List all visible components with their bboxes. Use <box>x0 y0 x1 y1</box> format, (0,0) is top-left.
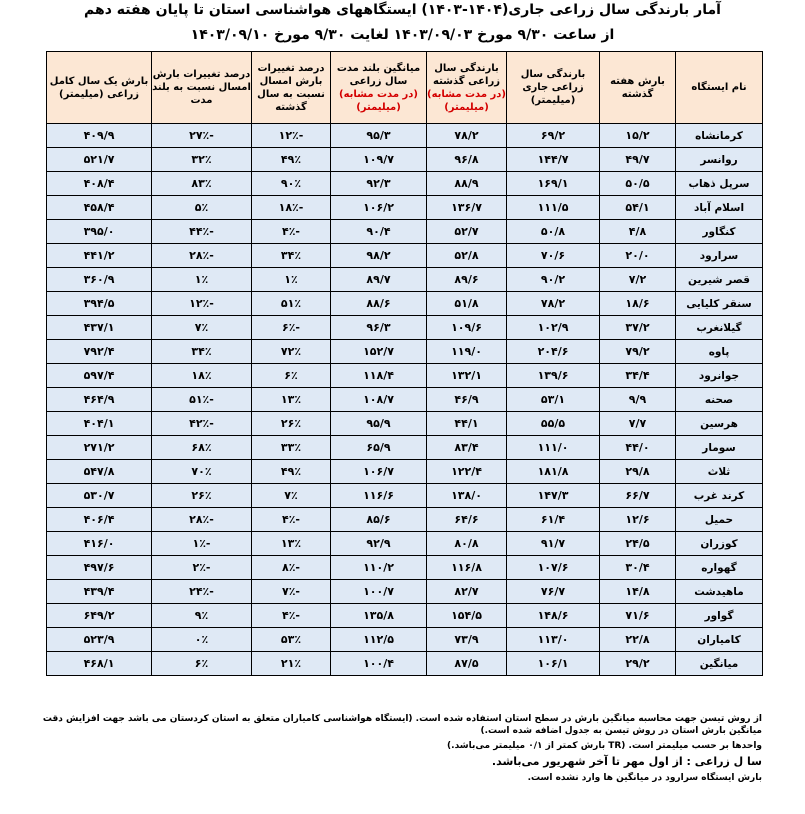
table-row <box>47 388 763 412</box>
value-cell: ۲۹/۸ <box>600 460 676 484</box>
footnotes <box>10 713 762 787</box>
table-row <box>47 556 763 580</box>
table-row <box>47 580 763 604</box>
value-cell: ۵۵/۵ <box>507 412 600 436</box>
value-cell: ۹۲/۳ <box>331 172 427 196</box>
station-name-cell: سنقر کلیایی <box>676 292 763 316</box>
header-change-last-year: درصد تغییرات بارش امسال نسبت به سال گذشته <box>252 52 331 124</box>
value-cell: -۶٪ <box>252 316 331 340</box>
value-cell: ۴۶/۹ <box>427 388 507 412</box>
station-name-cell: میانگین <box>676 652 763 676</box>
value-cell: ۱۳۹/۶ <box>507 364 600 388</box>
value-cell: -۱۸٪ <box>252 196 331 220</box>
value-cell: -۸٪ <box>252 556 331 580</box>
value-cell: ۵۹۷/۴ <box>47 364 152 388</box>
value-cell: ۵۳/۱ <box>507 388 600 412</box>
station-name-cell: کامیاران <box>676 628 763 652</box>
station-name-cell: پاوه <box>676 340 763 364</box>
footnote-crop-year: سا ل زراعی : از اول مهر تا آخر شهریور می‌باشد. <box>491 755 762 768</box>
value-cell: ۹۶/۸ <box>427 148 507 172</box>
table-row <box>47 628 763 652</box>
value-cell: ۸۸/۹ <box>427 172 507 196</box>
value-cell: ۴۰۶/۴ <box>47 508 152 532</box>
value-cell: -۲۴٪ <box>152 580 252 604</box>
value-cell: ۱۳۸/۰ <box>427 484 507 508</box>
value-cell: ۷۱/۶ <box>600 604 676 628</box>
value-cell: ۸۳٪ <box>152 172 252 196</box>
value-cell: ۴۹٪ <box>252 460 331 484</box>
table-row <box>47 196 763 220</box>
value-cell: ۲۷۱/۲ <box>47 436 152 460</box>
value-cell: ۸۹/۶ <box>427 268 507 292</box>
value-cell: ۶۵/۹ <box>331 436 427 460</box>
value-cell: ۱۵/۲ <box>600 124 676 148</box>
value-cell: ۱۶۹/۱ <box>507 172 600 196</box>
value-cell: -۱۲٪ <box>252 124 331 148</box>
value-cell: ۵۲/۸ <box>427 244 507 268</box>
value-cell: -۴۲٪ <box>152 412 252 436</box>
value-cell: ۱۰۲/۹ <box>507 316 600 340</box>
value-cell: ۲۰۴/۶ <box>507 340 600 364</box>
value-cell: ۶۶/۷ <box>600 484 676 508</box>
header-long-term-unit: (میلیمتر) <box>356 101 401 113</box>
table-row <box>47 316 763 340</box>
value-cell: ۱۰۶/۱ <box>507 652 600 676</box>
station-name-cell: کرند غرب <box>676 484 763 508</box>
table-body <box>47 124 763 676</box>
value-cell: ۲۶٪ <box>252 412 331 436</box>
value-cell: ۴۴/۰ <box>600 436 676 460</box>
value-cell: ۲۰/۰ <box>600 244 676 268</box>
header-row <box>47 52 763 124</box>
value-cell: ۱۰۰/۷ <box>331 580 427 604</box>
value-cell: -۲۸٪ <box>152 244 252 268</box>
value-cell: ۳۴/۴ <box>600 364 676 388</box>
value-cell: ۱٪ <box>252 268 331 292</box>
value-cell: ۴۴/۱ <box>427 412 507 436</box>
value-cell: ۳۲٪ <box>152 148 252 172</box>
value-cell: ۷۹۲/۴ <box>47 340 152 364</box>
header-long-term-period: (در مدت مشابه) <box>339 88 418 100</box>
value-cell: ۱۱۶/۸ <box>427 556 507 580</box>
table-row <box>47 460 763 484</box>
value-cell: -۵۱٪ <box>152 388 252 412</box>
value-cell: ۸۹/۷ <box>331 268 427 292</box>
station-name-cell: ثلاث <box>676 460 763 484</box>
station-name-cell: روانسر <box>676 148 763 172</box>
value-cell: ۴۶۸/۱ <box>47 652 152 676</box>
value-cell: ۱۴۴/۷ <box>507 148 600 172</box>
table-row <box>47 148 763 172</box>
table-row <box>47 124 763 148</box>
value-cell: ۱۱۳/۰ <box>507 628 600 652</box>
value-cell: ۸۰/۸ <box>427 532 507 556</box>
value-cell: ۵۲۳/۹ <box>47 628 152 652</box>
value-cell: -۲٪ <box>152 556 252 580</box>
value-cell: ۱۵۴/۵ <box>427 604 507 628</box>
value-cell: -۲۸٪ <box>152 508 252 532</box>
value-cell: ۴۹/۷ <box>600 148 676 172</box>
value-cell: ۴۹۷/۶ <box>47 556 152 580</box>
rainfall-table <box>46 51 763 676</box>
station-name-cell: گهواره <box>676 556 763 580</box>
table-row <box>47 532 763 556</box>
value-cell: ۱۲/۶ <box>600 508 676 532</box>
value-cell: ۹/۹ <box>600 388 676 412</box>
header-full-year: بارش یک سال کامل زراعی (میلیمتر) <box>47 52 152 124</box>
value-cell: ۱۸/۶ <box>600 292 676 316</box>
value-cell: ۱۱۲/۵ <box>331 628 427 652</box>
header-last-year-unit: (میلیمتر) <box>444 101 489 113</box>
value-cell: ۱۱۹/۰ <box>427 340 507 364</box>
station-name-cell: هرسین <box>676 412 763 436</box>
table-row <box>47 292 763 316</box>
value-cell: ۴۵۸/۴ <box>47 196 152 220</box>
header-long-term-label: میانگین بلند مدت سال زراعی <box>336 62 421 87</box>
value-cell: ۹۵/۳ <box>331 124 427 148</box>
value-cell: ۱۱۱/۰ <box>507 436 600 460</box>
table-row <box>47 652 763 676</box>
value-cell: ۶٪ <box>252 364 331 388</box>
value-cell: ۸۷/۵ <box>427 652 507 676</box>
value-cell: ۶٪ <box>152 652 252 676</box>
value-cell: -۲۷٪ <box>152 124 252 148</box>
table-row <box>47 412 763 436</box>
value-cell: ۷۹/۲ <box>600 340 676 364</box>
value-cell: ۱۱۶/۶ <box>331 484 427 508</box>
value-cell: ۹۲/۹ <box>331 532 427 556</box>
station-name-cell: کنگاور <box>676 220 763 244</box>
footnote-sararoud: بارش ایستگاه سرارود در میانگین ها وارد نشده است. <box>527 773 762 783</box>
value-cell: ۱۱۱/۵ <box>507 196 600 220</box>
value-cell: ۵۳٪ <box>252 628 331 652</box>
table-row <box>47 364 763 388</box>
value-cell: ۹٪ <box>152 604 252 628</box>
header-last-year <box>427 52 507 124</box>
table-row <box>47 604 763 628</box>
value-cell: ۴۴۱/۲ <box>47 244 152 268</box>
table-row <box>47 436 763 460</box>
value-cell: ۶۴۹/۲ <box>47 604 152 628</box>
value-cell: ۲۹/۲ <box>600 652 676 676</box>
value-cell: ۳۹۵/۰ <box>47 220 152 244</box>
value-cell: ۵۴۷/۸ <box>47 460 152 484</box>
value-cell: ۴۳۷/۱ <box>47 316 152 340</box>
value-cell: ۷۰/۶ <box>507 244 600 268</box>
value-cell: ۱۳٪ <box>252 388 331 412</box>
value-cell: ۱۱۰/۲ <box>331 556 427 580</box>
table-row <box>47 220 763 244</box>
footnote-thiessen: از روش تیسن جهت محاسبه میانگین بارش در سطح استان استفاده شده است. (ایستگاه هواشناسی کامیاران متعلق به استان کردستان می باشد جهت افزایش دقت میانگین بارش استان در روش تیسن به جدول اضافه شده است.) <box>42 714 762 736</box>
value-cell: ۹۰/۲ <box>507 268 600 292</box>
value-cell: ۹۵/۹ <box>331 412 427 436</box>
value-cell: ۷۸/۲ <box>427 124 507 148</box>
value-cell: -۴۴٪ <box>152 220 252 244</box>
station-name-cell: سرارود <box>676 244 763 268</box>
value-cell: ۷/۷ <box>600 412 676 436</box>
value-cell: ۸۲/۷ <box>427 580 507 604</box>
value-cell: ۴۶۴/۹ <box>47 388 152 412</box>
value-cell: ۴۳۹/۴ <box>47 580 152 604</box>
value-cell: ۴۹٪ <box>252 148 331 172</box>
value-cell: -۴٪ <box>252 220 331 244</box>
value-cell: ۸۳/۴ <box>427 436 507 460</box>
value-cell: ۱۳٪ <box>252 532 331 556</box>
header-last-year-label: بارندگی سال زراعی گذشته <box>433 62 500 87</box>
header-week-rain: بارش هفته گذشته <box>600 52 676 124</box>
value-cell: -۴٪ <box>252 508 331 532</box>
value-cell: ۷٪ <box>252 484 331 508</box>
station-name-cell: گواور <box>676 604 763 628</box>
value-cell: ۲۶٪ <box>152 484 252 508</box>
value-cell: ۳۳٪ <box>252 436 331 460</box>
value-cell: -۱٪ <box>152 532 252 556</box>
value-cell: ۷۸/۲ <box>507 292 600 316</box>
value-cell: ۴۰۸/۴ <box>47 172 152 196</box>
value-cell: ۵٪ <box>152 196 252 220</box>
value-cell: ۷۰٪ <box>152 460 252 484</box>
value-cell: ۵۳۰/۷ <box>47 484 152 508</box>
value-cell: ۳۴٪ <box>152 340 252 364</box>
table-row <box>47 508 763 532</box>
value-cell: ۸۵/۶ <box>331 508 427 532</box>
report-period: از ساعت ۹/۳۰ مورخ ۱۴۰۳/۰۹/۰۳ لغایت ۹/۳۰ مورخ ۱۴۰۳/۰۹/۱۰ <box>190 27 615 43</box>
value-cell: -۷٪ <box>252 580 331 604</box>
value-cell: ۱۰۸/۷ <box>331 388 427 412</box>
value-cell: ۹۰٪ <box>252 172 331 196</box>
station-name-cell: صحنه <box>676 388 763 412</box>
value-cell: ۵۲۱/۷ <box>47 148 152 172</box>
value-cell: ۱۱۸/۴ <box>331 364 427 388</box>
value-cell: ۱۳۲/۱ <box>427 364 507 388</box>
value-cell: -۱۲٪ <box>152 292 252 316</box>
value-cell: ۱۳۵/۸ <box>331 604 427 628</box>
value-cell: ۱۰۹/۶ <box>427 316 507 340</box>
station-name-cell: قصر شیرین <box>676 268 763 292</box>
value-cell: ۱۰۶/۲ <box>331 196 427 220</box>
value-cell: ۸۸/۶ <box>331 292 427 316</box>
value-cell: ۶۴/۶ <box>427 508 507 532</box>
table-row <box>47 484 763 508</box>
value-cell: ۲۴/۵ <box>600 532 676 556</box>
value-cell: ۱۳۶/۷ <box>427 196 507 220</box>
station-name-cell: سومار <box>676 436 763 460</box>
value-cell: ۴/۸ <box>600 220 676 244</box>
footnote-units: واحدها بر حسب میلیمتر است. (TR بارش کمتر از ۰/۱ میلیمتر می‌باشد.) <box>447 741 762 751</box>
station-name-cell: ماهیدشت <box>676 580 763 604</box>
value-cell: ۳۴٪ <box>252 244 331 268</box>
table-row <box>47 340 763 364</box>
value-cell: ۳۶۰/۹ <box>47 268 152 292</box>
value-cell: ۱۴/۸ <box>600 580 676 604</box>
value-cell: ۴۱۶/۰ <box>47 532 152 556</box>
table-row <box>47 244 763 268</box>
value-cell: ۷۶/۷ <box>507 580 600 604</box>
station-name-cell: جوانرود <box>676 364 763 388</box>
value-cell: ۱۲۲/۴ <box>427 460 507 484</box>
value-cell: ۱۵۲/۷ <box>331 340 427 364</box>
value-cell: ۱۴۷/۳ <box>507 484 600 508</box>
value-cell: ۶۱/۴ <box>507 508 600 532</box>
value-cell: ۹۸/۲ <box>331 244 427 268</box>
value-cell: ۳۰/۴ <box>600 556 676 580</box>
table-row <box>47 268 763 292</box>
value-cell: ۲۲/۸ <box>600 628 676 652</box>
value-cell: ۷٪ <box>152 316 252 340</box>
station-name-cell: حمیل <box>676 508 763 532</box>
value-cell: ۲۱٪ <box>252 652 331 676</box>
header-last-year-period: (در مدت مشابه) <box>427 88 506 100</box>
value-cell: ۵۲/۷ <box>427 220 507 244</box>
value-cell: ۵۴/۱ <box>600 196 676 220</box>
station-name-cell: سرپل ذهاب <box>676 172 763 196</box>
value-cell: ۱٪ <box>152 268 252 292</box>
value-cell: ۹۱/۷ <box>507 532 600 556</box>
value-cell: ۵۱٪ <box>252 292 331 316</box>
value-cell: -۴٪ <box>252 604 331 628</box>
value-cell: ۹۰/۴ <box>331 220 427 244</box>
station-name-cell: کرمانشاه <box>676 124 763 148</box>
value-cell: ۳۹۴/۵ <box>47 292 152 316</box>
value-cell: ۴۰۴/۱ <box>47 412 152 436</box>
value-cell: ۶۸٪ <box>152 436 252 460</box>
value-cell: ۴۰۹/۹ <box>47 124 152 148</box>
value-cell: ۹۶/۳ <box>331 316 427 340</box>
value-cell: ۱۰۹/۷ <box>331 148 427 172</box>
value-cell: ۷/۲ <box>600 268 676 292</box>
value-cell: ۳۷/۲ <box>600 316 676 340</box>
station-name-cell: گیلانغرب <box>676 316 763 340</box>
value-cell: ۱۰۷/۶ <box>507 556 600 580</box>
value-cell: ۶۹/۲ <box>507 124 600 148</box>
station-name-cell: کوزران <box>676 532 763 556</box>
header-station: نام ایستگاه <box>676 52 763 124</box>
value-cell: ۵۰/۸ <box>507 220 600 244</box>
value-cell: ۷۲٪ <box>252 340 331 364</box>
value-cell: ۱۸٪ <box>152 364 252 388</box>
table-row <box>47 172 763 196</box>
station-name-cell: اسلام آباد <box>676 196 763 220</box>
value-cell: ۰٪ <box>152 628 252 652</box>
header-long-term <box>331 52 427 124</box>
value-cell: ۱۸۱/۸ <box>507 460 600 484</box>
value-cell: ۵۱/۸ <box>427 292 507 316</box>
header-change-long-term: درصد تغییرات بارش امسال نسبت به بلند مدت <box>152 52 252 124</box>
value-cell: ۱۰۶/۷ <box>331 460 427 484</box>
value-cell: ۱۰۰/۴ <box>331 652 427 676</box>
value-cell: ۵۰/۵ <box>600 172 676 196</box>
report-title: آمار بارندگی سال زراعی جاری(۱۴۰۴-۱۴۰۳) ایستگاههای هواشناسی استان تا پایان هفته دهم <box>84 2 721 18</box>
header-current-year: بارندگی سال زراعی جاری (میلیمتر) <box>507 52 600 124</box>
value-cell: ۷۳/۹ <box>427 628 507 652</box>
value-cell: ۱۴۸/۶ <box>507 604 600 628</box>
